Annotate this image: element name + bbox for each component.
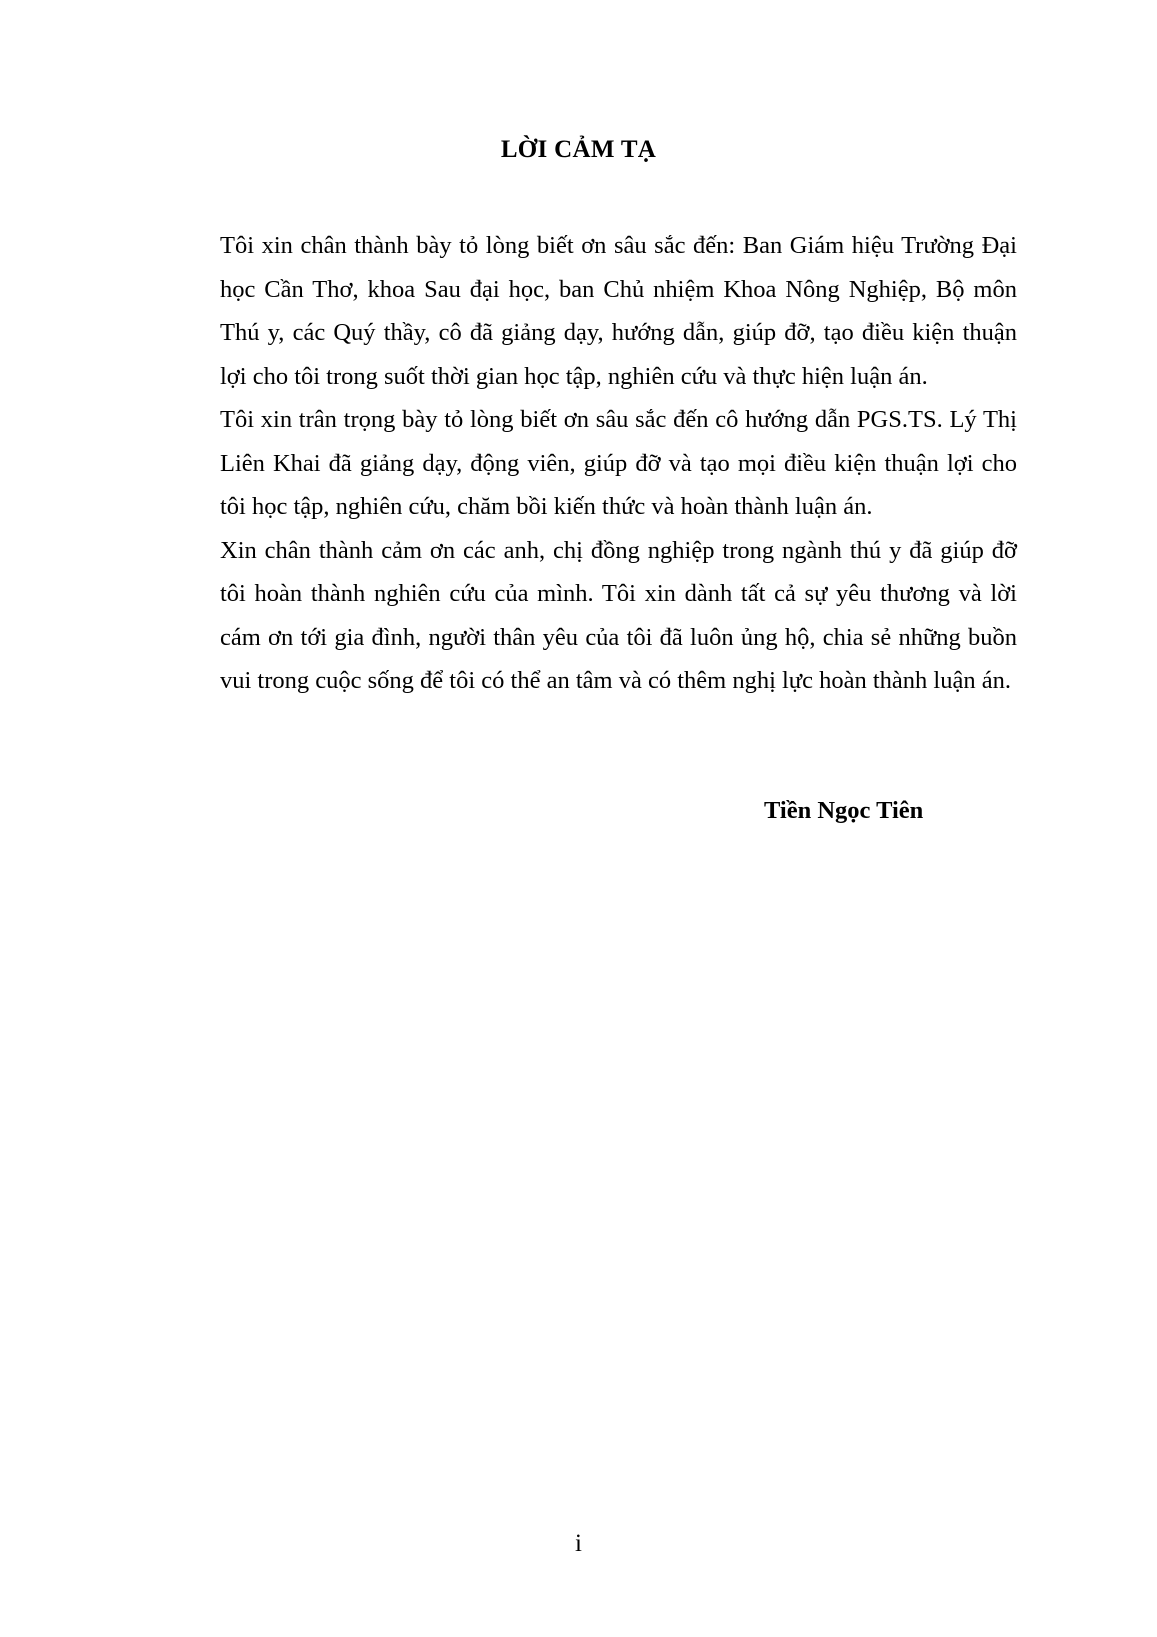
author-signature: Tiền Ngọc Tiên (764, 797, 924, 824)
paragraph: Xin chân thành cảm ơn các anh, chị đồng nghiệp trong ngành thú y đã giúp đỡ tôi hoàn thành nghiên cứu của mình. Tôi xin dành tất cả sự yêu thương và lời cám ơn tới gia đình, người thân yêu của tôi đã luôn ủng hộ, chia sẻ những buồn vui trong cuộc sống để tôi có thể an tâm và có thêm nghị lực hoàn thành luận án. (220, 536, 1017, 694)
page-number: i (575, 1530, 582, 1557)
paragraph: Tôi xin chân thành bày tỏ lòng biết ơn sâu sắc đến: Ban Giám hiệu Trường Đại học Cần Thơ, khoa Sau đại học, ban Chủ nhiệm Khoa Nông Nghiệp, Bộ môn Thú y, các Quý thầy, cô đã giảng dạy, hướng dẫn, giúp đỡ, tạo điều kiện thuận lợi cho tôi trong suốt thời gian học tập, nghiên cứu và thực hiện luận án. (220, 232, 1017, 390)
paragraph: Tôi xin trân trọng bày tỏ lòng biết ơn sâu sắc đến cô hướng dẫn PGS.TS. Lý Thị Liên Khai đã giảng dạy, động viên, giúp đỡ và tạo mọi điều kiện thuận lợi cho tôi học tập, nghiên cứu, chăm bồi kiến thức và hoàn thành luận án. (220, 406, 1017, 520)
page-title: LỜI CẢM TẠ (500, 136, 657, 163)
acknowledgement-body (220, 224, 1017, 703)
